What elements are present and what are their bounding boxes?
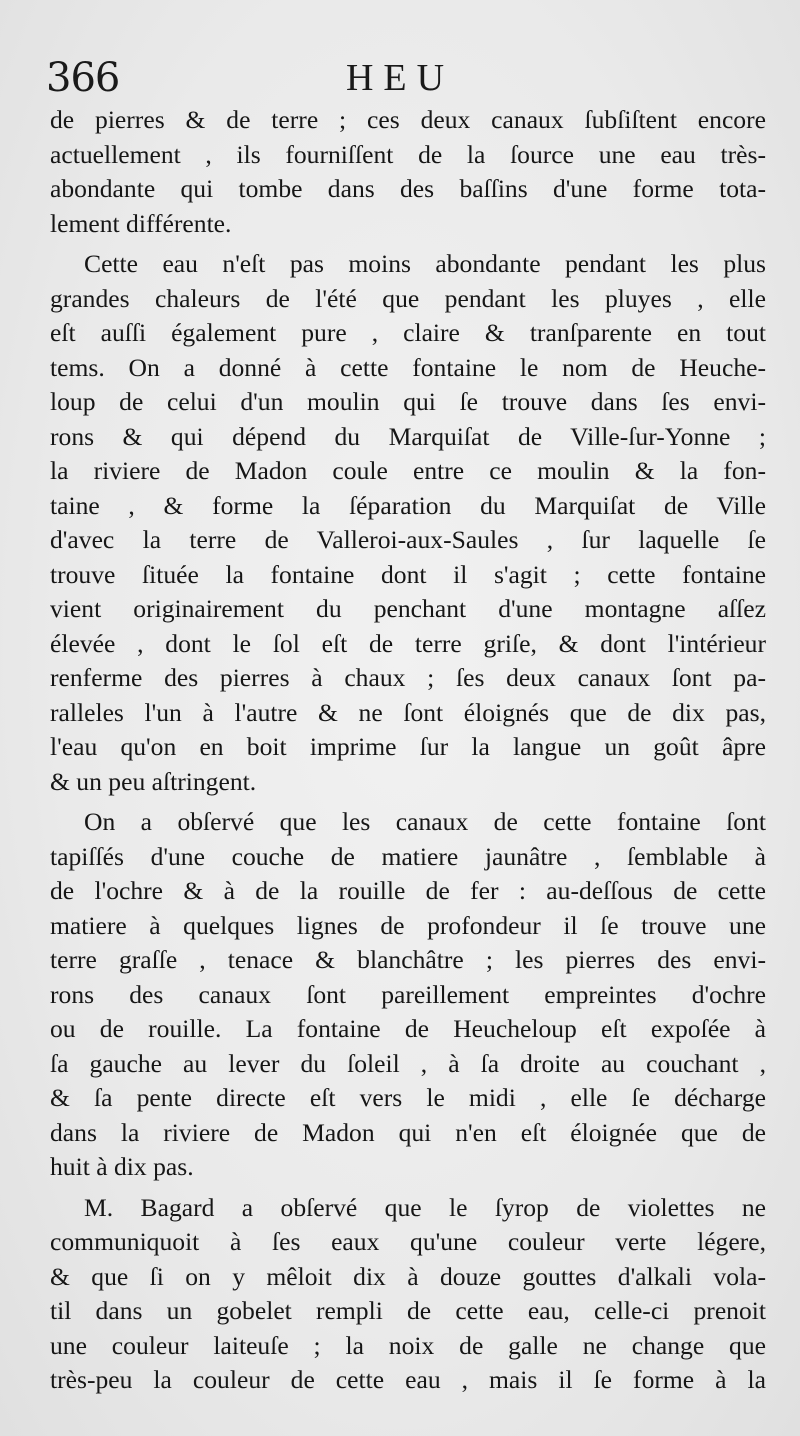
text-line: ou de rouille. La fontaine de Heucheloup eſt expoſée à: [50, 1014, 766, 1043]
text-line: de pierres & de terre ; ces deux canaux ſubſiſtent encore: [50, 105, 766, 134]
text-line: til dans un gobelet rempli de cette eau, celle-ci prenoit: [50, 1296, 766, 1325]
text-line: & un peu aſtringent.: [50, 766, 257, 796]
text-line: lement différente.: [50, 208, 232, 238]
text-line: tems. On a donné à cette fontaine le nom de Heuche-: [50, 352, 766, 382]
text-line: rons & qui dépend du Marquiſat de Ville-ſur-Yonne ;: [50, 421, 766, 451]
text-line: communiquoit à ſes eaux qu'une couleur verte légere,: [50, 1227, 766, 1256]
text-line: terre graſſe , tenace & blanchâtre ; les pierres des envi-: [50, 945, 766, 974]
text-line: eſt auſſi également pure , claire & tranſparente en tout: [50, 318, 766, 347]
text-line: On a obſervé que les canaux de cette fontaine ſont: [84, 807, 766, 836]
text-line: une couleur laiteuſe ; la noix de galle ne change que: [50, 1330, 766, 1360]
text-line: & ſa pente directe eſt vers le midi , elle ſe décharge: [50, 1083, 766, 1112]
paragraph: [50, 1191, 766, 1398]
text-line: huit à dix pas.: [50, 1152, 194, 1181]
page-number: 366: [46, 55, 120, 101]
text-line: ralleles l'un à l'autre & ne ſont éloignés que de dix pas,: [50, 697, 766, 727]
text-line: & que ſi on y mêloit dix à douze gouttes d'alkali vola-: [50, 1261, 766, 1291]
text-line: ſa gauche au lever du ſoleil , à ſa droite au couchant ,: [50, 1048, 766, 1078]
text-line: de l'ochre & à de la rouille de fer : au-deſſous de cette: [50, 876, 766, 905]
paragraph: [50, 247, 766, 799]
text-line: Cette eau n'eſt pas moins abondante pendant les plus: [84, 249, 766, 278]
paragraph: [50, 805, 766, 1185]
text-line: matiere à quelques lignes de profondeur il ſe trouve une: [50, 910, 766, 940]
text-line: abondante qui tombe dans des baſſins d'une forme tota-: [50, 174, 766, 203]
text-line: élevée , dont le ſol eſt de terre griſe, & dont l'intérieur: [50, 628, 766, 658]
paragraph: [50, 103, 766, 241]
text-line: très-peu la couleur de cette eau , mais il ſe forme à la: [50, 1365, 766, 1394]
text-line: tapiſſés d'une couche de matiere jaunâtre , ſemblable à: [50, 841, 766, 871]
text-line: vient originairement du penchant d'une montagne aſſez: [50, 594, 766, 623]
text-line: dans la riviere de Madon qui n'en eſt éloignée que de: [50, 1117, 766, 1147]
text-line: renferme des pierres à chaux ; ſes deux canaux ſont pa-: [50, 663, 766, 692]
body-text: [50, 103, 766, 1398]
text-line: la riviere de Madon coule entre ce moulin & la fon-: [50, 456, 766, 485]
running-head-word: HEU: [345, 57, 455, 99]
text-line: loup de celui d'un moulin qui ſe trouve dans ſes envi-: [50, 387, 766, 416]
text-line: actuellement , ils fourniſſent de la ſource une eau très-: [50, 139, 766, 169]
text-line: d'avec la terre de Valleroi-aux-Saules , ſur laquelle ſe: [50, 525, 766, 554]
text-line: l'eau qu'on en boit imprime ſur la langue un goût âpre: [50, 732, 766, 761]
text-line: M. Bagard a obſervé que le ſyrop de violettes ne: [84, 1192, 766, 1222]
text-line: trouve ſituée la fontaine dont il s'agit ; cette fontaine: [50, 559, 766, 589]
running-head: [0, 52, 800, 104]
text-line: taine , & forme la ſéparation du Marquiſat de Ville: [50, 490, 766, 520]
text-line: grandes chaleurs de l'été que pendant les pluyes , elle: [50, 283, 766, 313]
text-line: rons des canaux ſont pareillement empreintes d'ochre: [50, 979, 766, 1009]
